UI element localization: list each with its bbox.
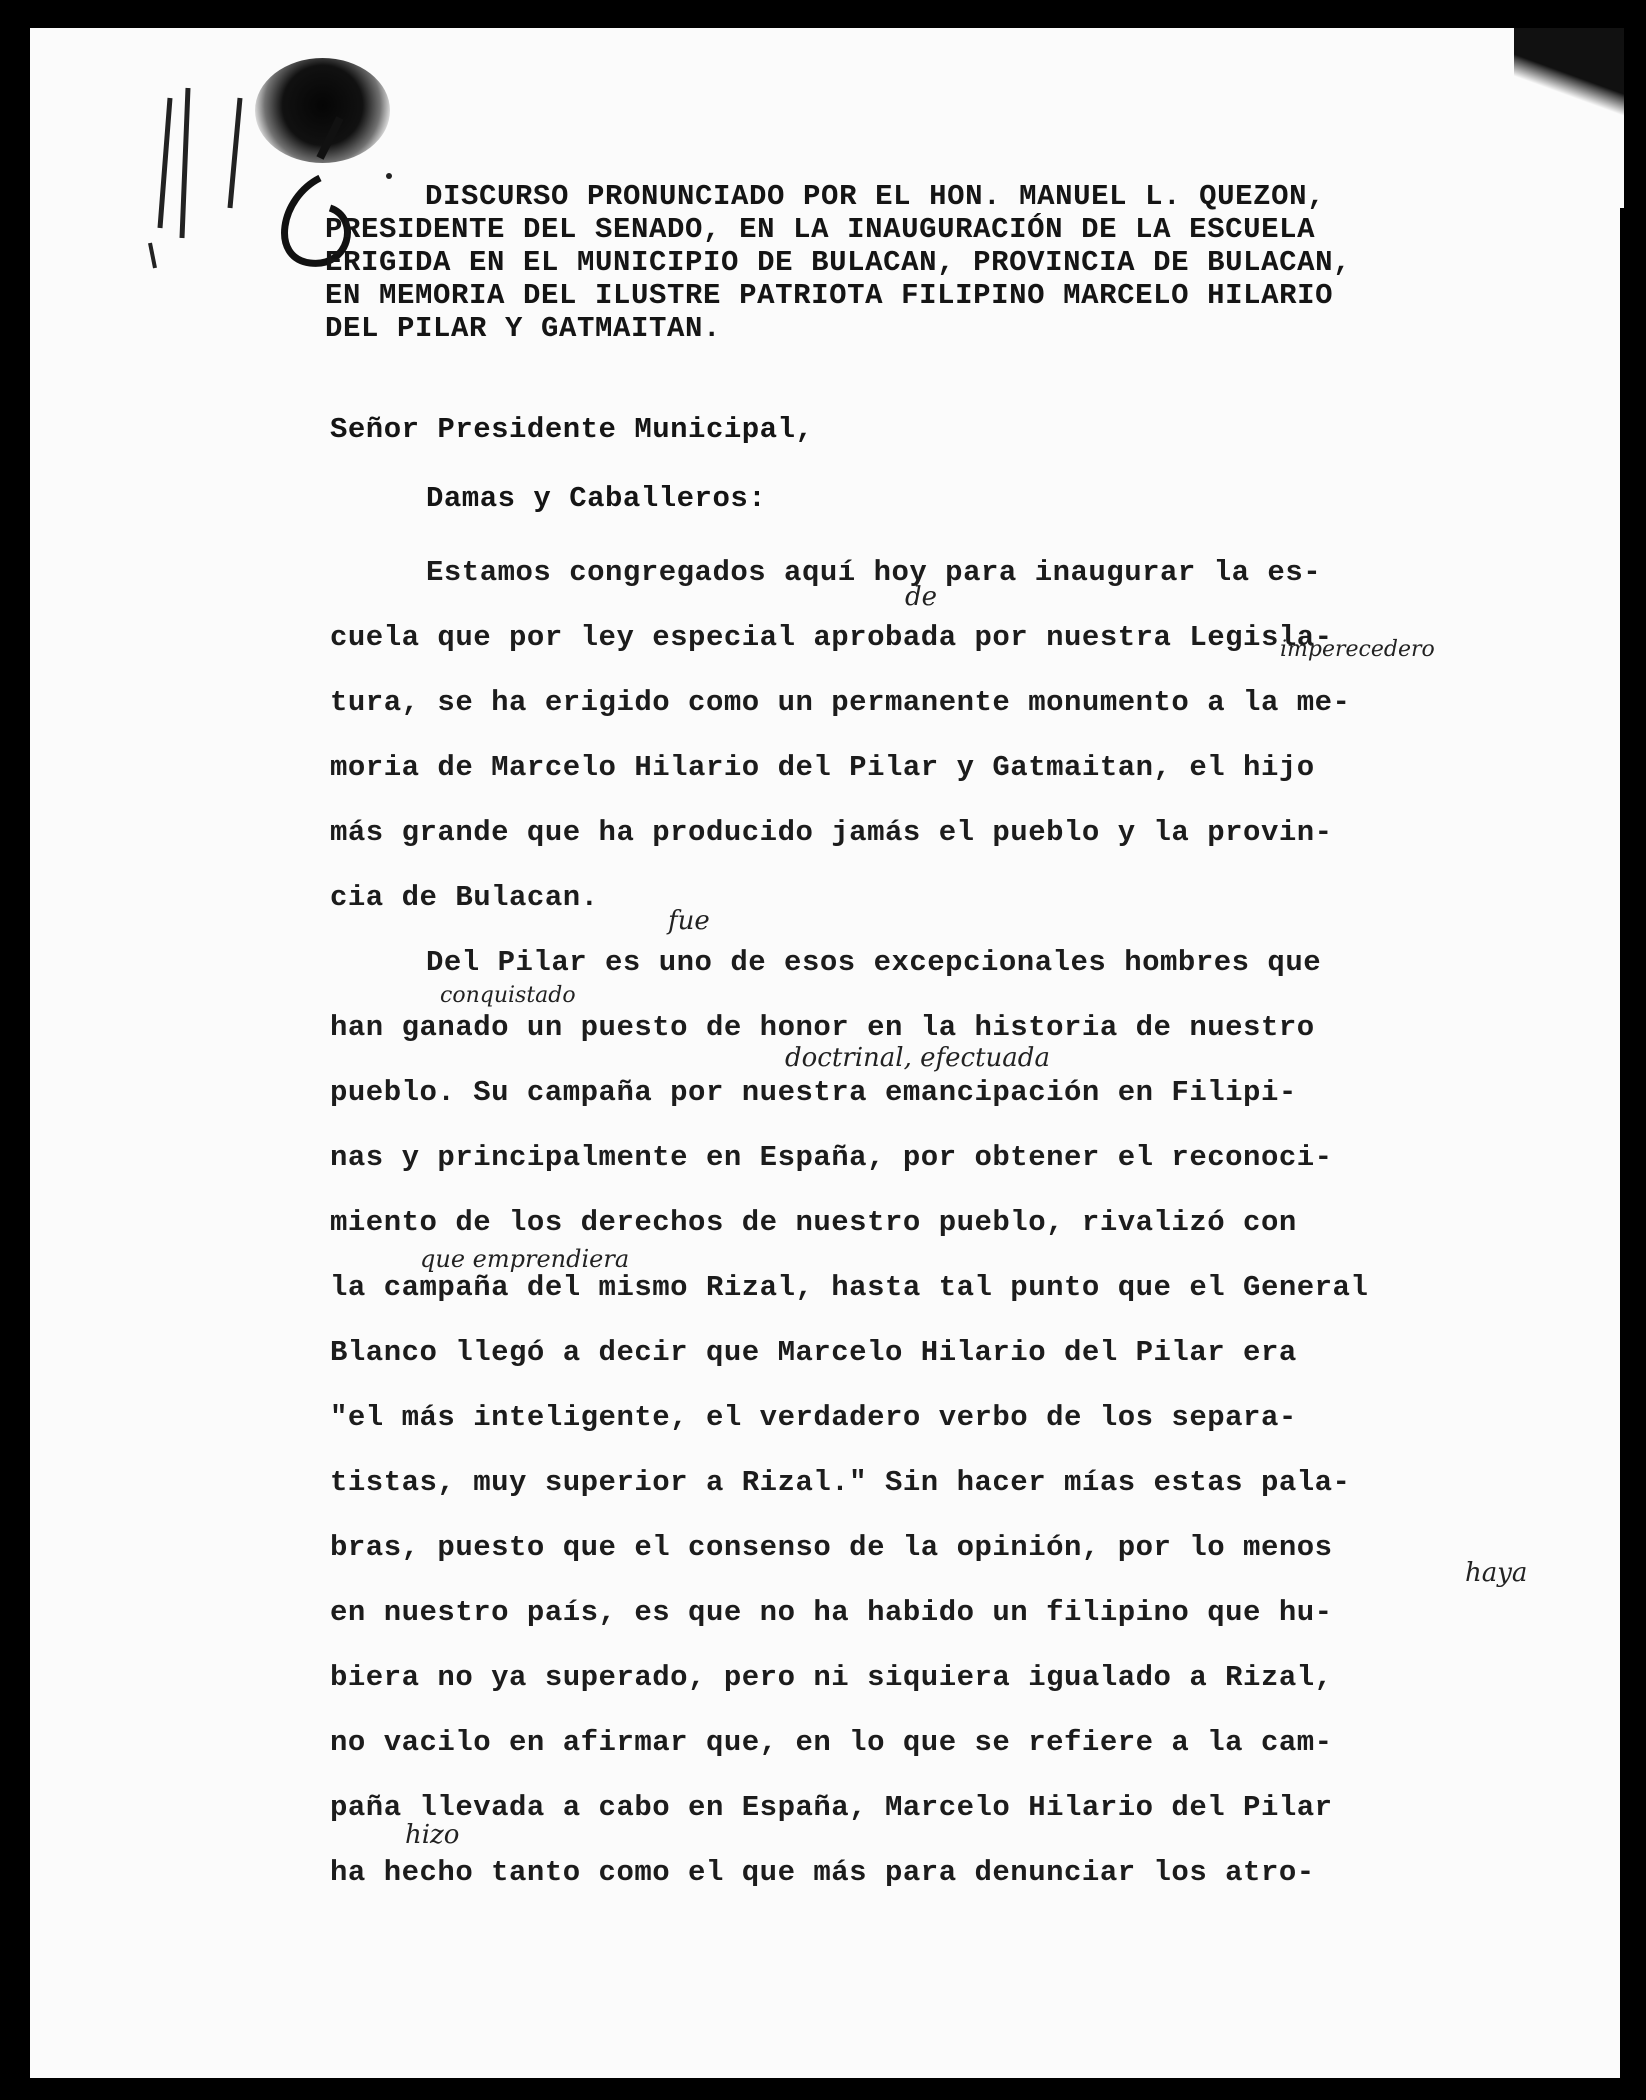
text-line: miento de los derechos de nuestro pueblo, rivalizó con [330,1206,1297,1239]
text-line: Del Pilar es uno de esos excepcionales hombres que [426,946,1322,979]
title-line: PRESIDENTE DEL SENADO, EN LA INAUGURACIÓN DE LA ESCUELA [325,213,1316,246]
handwritten-annotation: hizo [405,1820,460,1850]
text-line: no vacilo en afirmar que, en lo que se refiere a la cam- [330,1726,1333,1759]
title-line: DISCURSO PRONUNCIADO POR EL HON. MANUEL L. QUEZON, [425,180,1326,213]
handwritten-annotation: doctrinal, efectuada [785,1043,1050,1073]
text-line: la campaña del mismo Rizal, hasta tal punto que el General [330,1271,1369,1304]
text-line: biera no ya superado, pero ni siquiera igualado a Rizal, [330,1661,1333,1694]
handwritten-annotation: que emprendiera [420,1245,630,1273]
text-line: bras, puesto que el consenso de la opinión, por lo menos [330,1531,1333,1564]
handwritten-annotation: haya [1465,1558,1528,1588]
text-line: tura, se ha erigido como un permanente monumento a la me- [330,686,1351,719]
text-line: paña llevada a cabo en España, Marcelo Hilario del Pilar [330,1791,1333,1824]
greeting: Damas y Caballeros: [426,482,767,515]
salutation: Señor Presidente Municipal, [330,413,814,446]
title-line: DEL PILAR Y GATMAITAN. [325,312,722,345]
handwritten-annotation: imperecedero [1280,637,1435,662]
text-line: tistas, muy superior a Rizal." Sin hacer mías estas pala- [330,1466,1351,1499]
text-line: han ganado un puesto de honor en la historia de nuestro [330,1011,1315,1044]
text-line: moria de Marcelo Hilario del Pilar y Gatmaitan, el hijo [330,751,1315,784]
document-title [325,180,1485,345]
text-line: cuela que por ley especial aprobada por nuestra Legisla- [330,621,1333,654]
text-line: "el más inteligente, el verdadero verbo de los separa- [330,1401,1297,1434]
text-line: nas y principalmente en España, por obtener el reconoci- [330,1141,1333,1174]
text-line: en nuestro país, es que no ha habido un filipino que hu- [330,1596,1333,1629]
speech-body [330,540,1510,1905]
title-line: EN MEMORIA DEL ILUSTRE PATRIOTA FILIPINO MARCELO HILARIO [325,279,1334,312]
text-line: Blanco llegó a decir que Marcelo Hilario del Pilar era [330,1336,1297,1369]
text-line: cia de Bulacan. [330,881,599,914]
text-line: Estamos congregados aquí hoy para inaugurar la es- [426,556,1322,589]
ink-dot [386,173,392,179]
text-line: pueblo. Su campaña por nuestra emancipación en Filipi- [330,1076,1297,1109]
title-line: ERIGIDA EN EL MUNICIPIO DE BULACAN, PROVINCIA DE BULACAN, [325,246,1352,279]
text-line: más grande que ha producido jamás el pueblo y la provin- [330,816,1333,849]
handwritten-annotation: conquistado [440,983,576,1008]
text-line: ha hecho tanto como el que más para denunciar los atro- [330,1856,1315,1889]
handwritten-annotation: fue [668,906,710,936]
handwritten-annotation: de [905,582,938,612]
page-corner-fold [1514,28,1624,208]
